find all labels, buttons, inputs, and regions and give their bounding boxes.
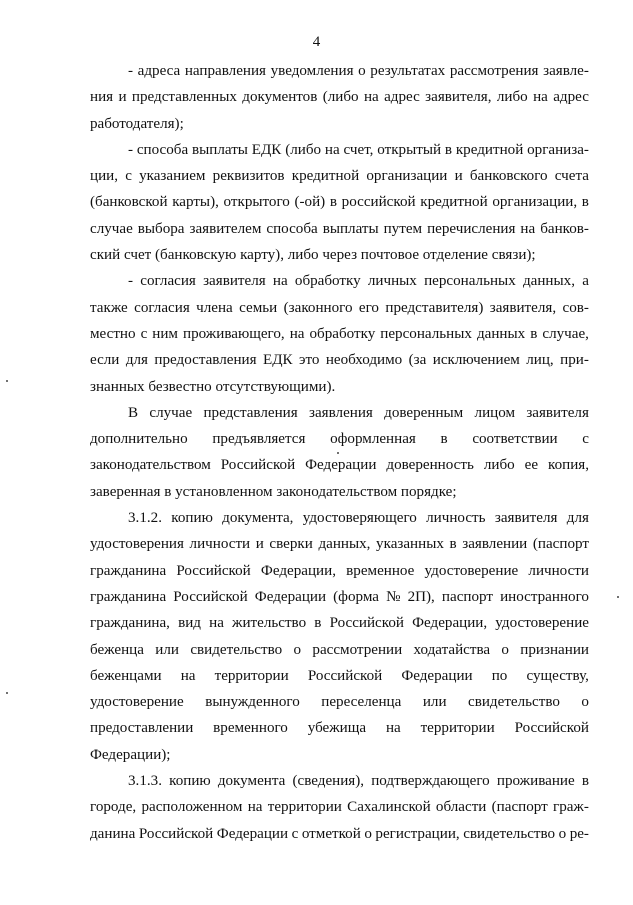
text-line: беженцами на территории Российской Федерации по существу, (90, 667, 589, 684)
text-line: беженца или свидетельство о рассмотрении ходатайства о признании (90, 641, 589, 658)
text-line: заверенная в установленном законодательством порядке; (90, 483, 457, 500)
text-line: В случае представления заявления доверенным лицом заявителя (128, 404, 589, 421)
text-line: городе, расположенном на территории Сахалинской области (паспорт граж- (90, 799, 589, 816)
document-body (90, 58, 589, 847)
text-line: удостоверения личности и сверки данных, указанных в заявлении (паспорт (90, 536, 589, 553)
text-line: 3.1.3. копию документа (сведения), подтверждающего проживание в (128, 773, 589, 790)
text-line: - согласия заявителя на обработку личных персональных данных, а (128, 273, 589, 290)
text-line: работодателя); (90, 115, 184, 132)
text-line: ции, с указанием реквизитов кредитной организации и банковского счета (90, 168, 589, 185)
text-line: данина Российской Федерации с отметкой о регистрации, свидетельство о ре- (90, 825, 589, 842)
text-line: предоставлении временного убежища на территории Российской (90, 720, 589, 737)
text-line: гражданина, вид на жительство в Российской Федерации, удостоверение (90, 615, 589, 632)
text-line: законодательством Российской Федерации доверенность либо ее копия, (90, 457, 589, 474)
text-line: Федерации); (90, 746, 171, 763)
text-line: - способа выплаты ЕДК (либо на счет, открытый в кредитной организа- (128, 141, 589, 158)
text-line: местно с ним проживающего, на обработку персональных данных в случае, (90, 325, 589, 342)
text-line: гражданина Российской Федерации, временное удостоверение личности (90, 562, 589, 579)
text-line: дополнительно предъявляется оформленная в соответствии с (90, 431, 589, 448)
text-line: также согласия члена семьи (законного его представителя) заявителя, сов- (90, 299, 589, 316)
text-line: знанных безвестно отсутствующими). (90, 378, 336, 395)
text-line: если для предоставления ЕДК это необходимо (за исключением лиц, при- (90, 352, 589, 369)
page-number: 4 (312, 34, 321, 50)
text-line: гражданина Российской Федерации (форма № 2П), паспорт иностранного (90, 588, 589, 605)
text-line: удостоверение вынужденного переселенца или свидетельство о (90, 694, 589, 711)
text-line: - адреса направления уведомления о результатах рассмотрения заявле- (128, 63, 589, 79)
text-line: ния и представленных документов (либо на адрес заявителя, либо на адрес (90, 89, 589, 106)
text-line: ский счет (банковскую карту), либо через почтовое отделение связи); (90, 247, 536, 264)
text-line: случае выбора заявителем способа выплаты путем перечисления на банков- (90, 220, 589, 237)
text-line: 3.1.2. копию документа, удостоверяющего личность заявителя для (128, 510, 589, 527)
text-line: (банковской карты), открытого (-ой) в российской кредитной организации, в (90, 194, 589, 211)
